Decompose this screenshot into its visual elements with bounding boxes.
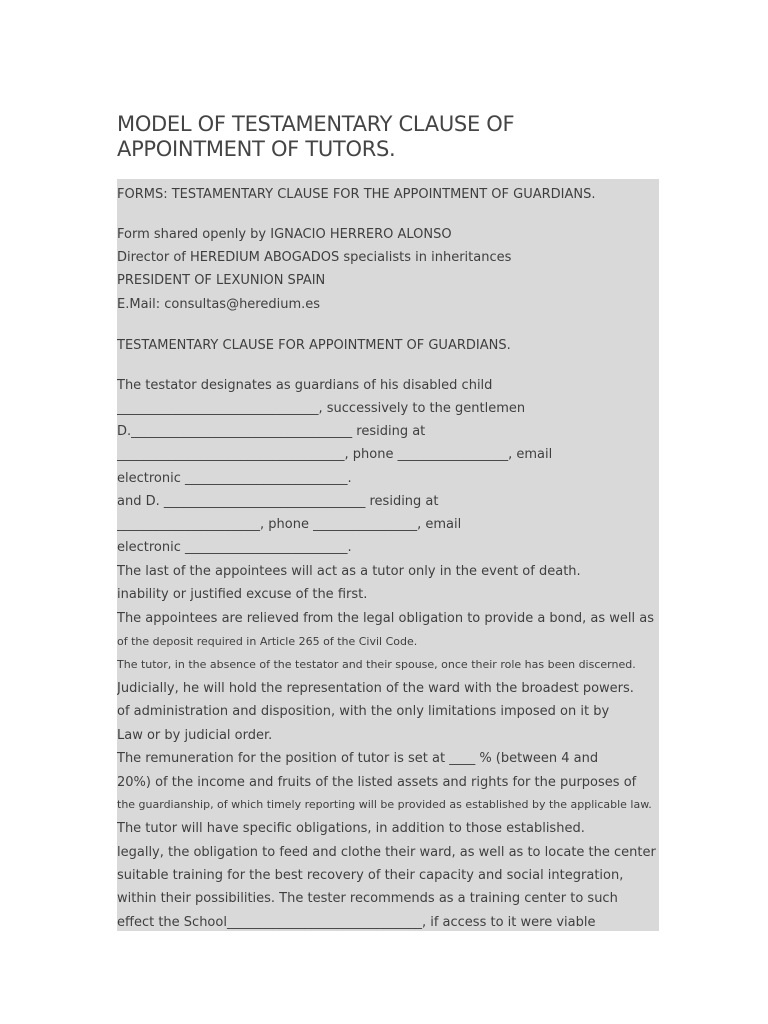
body-line: ______________________, phone ________________, email [117, 517, 462, 532]
body-line-small: the guardianship, of which timely reporting will be provided as established by the applicable law. [117, 798, 652, 811]
body-line: of administration and disposition, with the only limitations imposed on it by [117, 704, 610, 719]
body-line: inability or justified excuse of the first. [117, 587, 368, 602]
title-line: MODEL OF TESTAMENTARY CLAUSE OF [117, 112, 515, 136]
body-line: electronic _________________________. [117, 540, 352, 555]
body-line: and D. _______________________________ residing at [117, 494, 439, 509]
author-email-line: E.Mail: consultas@heredium.es [117, 297, 321, 312]
document-title [117, 112, 677, 162]
body-line-small: The tutor, in the absence of the testator and their spouse, once their role has been discerned. [117, 658, 636, 671]
body-line: _______________________________, successively to the gentlemen [117, 401, 526, 416]
author-role-line: Director of HEREDIUM ABOGADOS specialists in inheritances [117, 250, 512, 265]
body-line-small: of the deposit required in Article 265 of the Civil Code. [117, 635, 418, 648]
body-line: electronic _________________________. [117, 471, 352, 486]
body-line: effect the School______________________________, if access to it were viable [117, 915, 596, 930]
body-line: The last of the appointees will act as a tutor only in the event of death. [117, 564, 581, 579]
body-line: D.__________________________________ residing at [117, 424, 426, 439]
author-title-line: PRESIDENT OF LEXUNION SPAIN [117, 273, 326, 288]
forms-heading: FORMS: TESTAMENTARY CLAUSE FOR THE APPOINTMENT OF GUARDIANS. [117, 187, 596, 202]
clause-heading: TESTAMENTARY CLAUSE FOR APPOINTMENT OF GUARDIANS. [117, 338, 511, 353]
body-line: legally, the obligation to feed and clothe their ward, as well as to locate the center [117, 845, 656, 860]
body-line: ___________________________________, phone _________________, email [117, 447, 553, 462]
document-body [117, 179, 659, 931]
body-line: The appointees are relieved from the legal obligation to provide a bond, as well as [117, 611, 654, 626]
body-line: Law or by judicial order. [117, 728, 273, 743]
body-line: 20%) of the income and fruits of the listed assets and rights for the purposes of [117, 775, 637, 790]
body-line: The testator designates as guardians of his disabled child [117, 378, 493, 393]
title-line: APPOINTMENT OF TUTORS. [117, 137, 396, 161]
body-line: The remuneration for the position of tutor is set at ____ % (between 4 and [117, 751, 599, 766]
body-line: The tutor will have specific obligations, in addition to those established. [117, 821, 585, 836]
body-line: within their possibilities. The tester recommends as a training center to such [117, 891, 618, 906]
body-line: Judicially, he will hold the representation of the ward with the broadest powers. [117, 681, 634, 696]
author-line: Form shared openly by IGNACIO HERRERO ALONSO [117, 227, 452, 242]
body-line: suitable training for the best recovery of their capacity and social integration, [117, 868, 624, 883]
